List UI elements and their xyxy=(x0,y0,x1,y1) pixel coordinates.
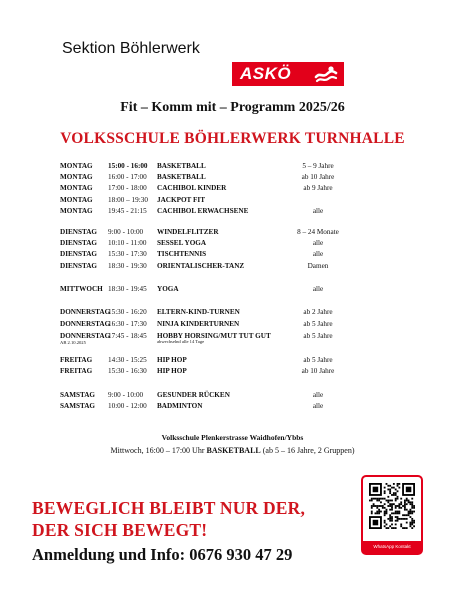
table-row xyxy=(0,307,465,318)
contact-info: Anmeldung und Info: 0676 930 47 29 xyxy=(32,545,293,564)
table-row xyxy=(0,161,465,172)
logo-text: ASKÖ xyxy=(240,64,292,83)
schedule-day: SAMSTAG xyxy=(60,391,96,399)
schedule-activity: SESSEL YOGA xyxy=(157,239,207,247)
schedule-age: 8 – 24 Monate xyxy=(297,228,339,236)
schedule-age: alle xyxy=(312,207,324,215)
table-row xyxy=(0,227,465,238)
schedule-age: alle xyxy=(312,402,324,410)
schedule-time: 10:00 - 12:00 xyxy=(108,402,147,410)
schedule-line-prefix: Mittwoch, 16:00 – 17:00 Uhr xyxy=(110,446,207,455)
schedule-activity: CACHIBOL ERWACHSENE xyxy=(157,207,249,215)
schedule-age: alle xyxy=(312,391,324,399)
schedule-activity: BADMINTON xyxy=(157,402,203,410)
schedule-activity: CACHIBOL KINDER xyxy=(157,184,227,192)
schedule-time: 18:30 - 19:45 xyxy=(108,285,147,293)
schedule-activity: WINDELFLITZER xyxy=(157,228,219,236)
schedule-day: FREITAG xyxy=(60,367,93,375)
schedule-day: DIENSTAG xyxy=(60,262,98,270)
schedule-day: MONTAG xyxy=(60,196,93,204)
schedule-age: ab 2 Jahre xyxy=(303,308,333,316)
schedule-line-activity: BASKETBALL xyxy=(206,446,261,455)
schedule-day: FREITAG xyxy=(60,356,93,364)
schedule-day: DIENSTAG xyxy=(60,250,98,258)
schedule-activity: HIP HOP xyxy=(157,367,187,375)
schedule-day: MONTAG xyxy=(60,184,93,192)
schedule-time: 10:10 - 11:00 xyxy=(108,239,147,247)
asko-figure-icon xyxy=(314,65,338,83)
schedule-time: 9:00 - 10:00 xyxy=(108,391,144,399)
slogan-line-1: BEWEGLICH BLEIBT NUR DER, xyxy=(32,498,306,518)
venue-title: VOLKSSCHULE BÖHLERWERK TURNHALLE xyxy=(60,130,405,147)
schedule-time: 16:30 - 17:30 xyxy=(108,320,147,328)
schedule-age: alle xyxy=(312,239,324,247)
table-row xyxy=(0,401,465,412)
schedule-time: 15:30 - 17:30 xyxy=(108,250,147,258)
schedule-activity: BASKETBALL xyxy=(157,173,206,181)
second-venue: Volksschule Plenkerstrasse Waidhofen/Ybbs xyxy=(161,433,304,442)
schedule-time: 9:00 - 10:00 xyxy=(108,228,144,236)
second-venue-schedule xyxy=(0,446,465,455)
table-row xyxy=(0,366,465,377)
schedule-activity: NINJA KINDERTURNEN xyxy=(157,320,240,328)
table-row xyxy=(0,284,465,295)
schedule-activity: GESUNDER RÜCKEN xyxy=(157,391,230,399)
table-row xyxy=(0,195,465,206)
table-row xyxy=(0,355,465,366)
table-row xyxy=(0,238,465,249)
schedule-time: 15:00 - 16:00 xyxy=(108,162,148,170)
schedule-age: ab 10 Jahre xyxy=(301,367,335,375)
table-row xyxy=(0,319,465,330)
schedule-activity: BASKETBALL xyxy=(157,162,206,170)
schedule-time: 17:00 - 18:00 xyxy=(108,184,147,192)
schedule-age: ab 5 Jahre xyxy=(303,332,333,340)
qr-label: WhatsApp Kontakt xyxy=(363,541,421,553)
table-row xyxy=(0,172,465,183)
schedule-day-note: AB 2.10.2025 xyxy=(60,340,86,345)
schedule-time: 14:30 - 15:25 xyxy=(108,356,147,364)
schedule-day: MONTAG xyxy=(60,173,93,181)
schedule-activity: YOGA xyxy=(157,285,179,293)
table-row xyxy=(0,249,465,260)
schedule-line-suffix: (ab 5 – 16 Jahre, 2 Gruppen) xyxy=(260,446,355,455)
schedule-time: 17:45 - 18:45 xyxy=(108,332,147,340)
table-row xyxy=(0,261,465,272)
asko-logo xyxy=(232,62,344,86)
whatsapp-qr-card[interactable] xyxy=(361,475,423,555)
schedule-age: ab 9 Jahre xyxy=(303,184,333,192)
schedule-time: 18:30 - 19:30 xyxy=(108,262,147,270)
schedule-day: MONTAG xyxy=(60,162,93,170)
table-row xyxy=(0,206,465,217)
schedule-day: DONNERSTAG xyxy=(60,308,111,316)
table-row xyxy=(0,390,465,401)
schedule-time: 18:00 – 19:30 xyxy=(108,196,148,204)
schedule-time: 15:30 - 16:30 xyxy=(108,367,147,375)
schedule-day: DONNERSTAG xyxy=(60,320,111,328)
schedule-age: alle xyxy=(312,250,324,258)
schedule-age: Damen xyxy=(307,262,329,270)
schedule-activity: ORIENTALISCHER-TANZ xyxy=(157,262,245,270)
schedule-time: 19:45 - 21:15 xyxy=(108,207,147,215)
schedule-activity: HIP HOP xyxy=(157,356,187,364)
schedule-age: ab 5 Jahre xyxy=(303,356,333,364)
schedule-day: SAMSTAG xyxy=(60,402,96,410)
schedule-activity-note: abwechselnd alle 14 Tage xyxy=(157,339,205,344)
schedule-activity: JACKPOT FIT xyxy=(157,196,205,204)
schedule-age: alle xyxy=(312,285,324,293)
section-title: Sektion Böhlerwerk xyxy=(62,40,200,57)
program-title: Fit – Komm mit – Programm 2025/26 xyxy=(120,100,345,115)
schedule-day: DIENSTAG xyxy=(60,239,98,247)
table-row xyxy=(0,183,465,194)
schedule-age: ab 10 Jahre xyxy=(301,173,335,181)
schedule-age: 5 – 9 Jahre xyxy=(302,162,334,170)
slogan-line-2: DER SICH BEWEGT! xyxy=(32,520,208,540)
schedule-activity: ELTERN-KIND-TURNEN xyxy=(157,308,240,316)
schedule-activity: TISCHTENNIS xyxy=(157,250,207,258)
schedule-day: MITTWOCH xyxy=(60,285,103,293)
schedule-day: DIENSTAG xyxy=(60,228,98,236)
schedule-activity: HOBBY HORSING/MUT TUT GUT xyxy=(157,332,271,340)
table-row xyxy=(0,331,465,345)
schedule-day: MONTAG xyxy=(60,207,93,215)
qr-code-icon xyxy=(369,483,415,529)
schedule-time: 16:00 - 17:00 xyxy=(108,173,147,181)
schedule-age: ab 5 Jahre xyxy=(303,320,333,328)
schedule-day: DONNERSTAG xyxy=(60,332,111,340)
schedule-time: 15:30 - 16:20 xyxy=(108,308,147,316)
